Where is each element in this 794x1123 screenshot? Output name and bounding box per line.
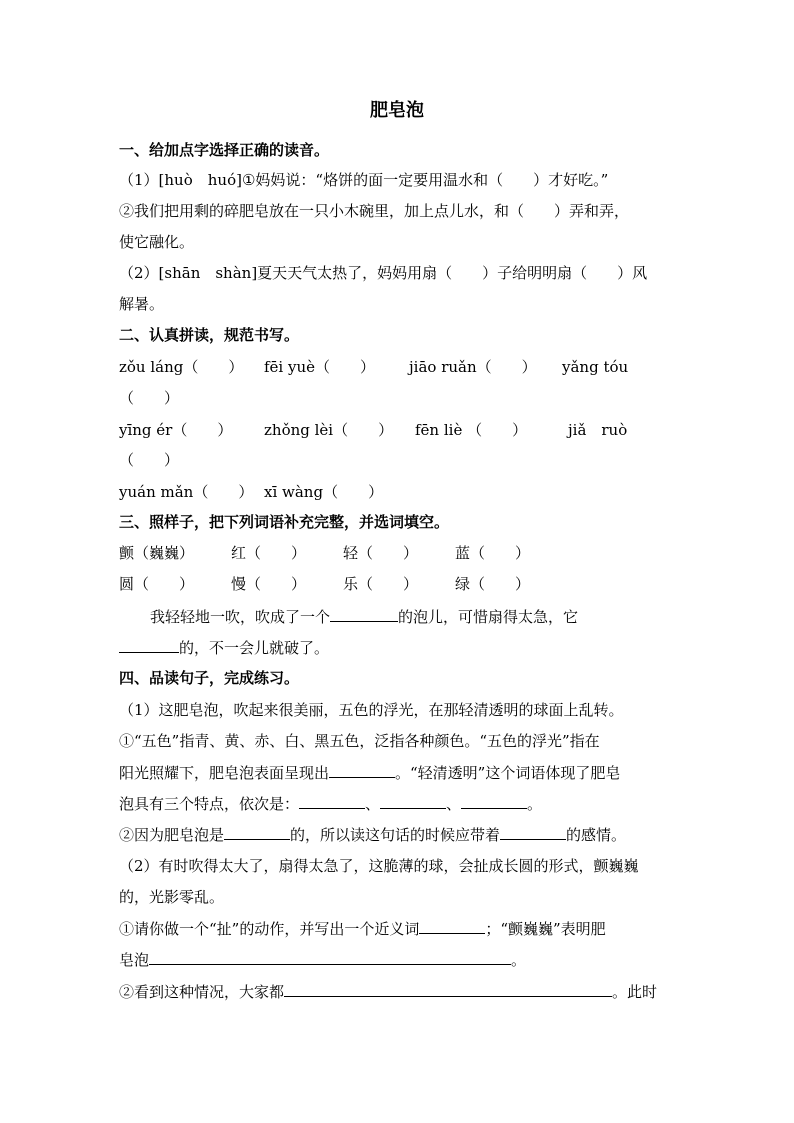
answer-blank[interactable]: [119, 637, 179, 653]
word-item: 颤（巍巍）: [119, 544, 195, 562]
word-item: 乐（ ）: [343, 575, 419, 593]
word-item: 红（ ）: [231, 544, 307, 562]
s4-line-1: （1）这肥皂泡，吹起来很美丽，五色的浮光，在那轻清透明的球面上乱转。: [119, 701, 624, 719]
s4-line-5: ②因为肥皂泡是 的，所以读这句话的时候应带着 的感情。: [119, 826, 627, 844]
s1-line-4: （2）[shān shàn]夏天天气太热了，妈妈用扇（ ）子给明明扇（ ）风: [119, 264, 648, 282]
pinyin-item: jiāo ruǎn（ ）: [409, 358, 537, 376]
s4-line-6: （2）有时吹得太大了，扇得太急了，这脆薄的球，会扯成长圆的形式，颤巍巍: [119, 857, 639, 875]
answer-blank[interactable]: [284, 981, 612, 997]
pinyin-item: fēi yuè（ ）: [264, 358, 376, 376]
pinyin-item: xī wàng（ ）: [264, 483, 384, 501]
s4-line-4: 泡具有三个特点，依次是： 、 、 。: [119, 795, 543, 813]
pinyin-item: yīng ér（ ）: [119, 421, 233, 439]
page-title: 肥皂泡: [370, 100, 424, 121]
word-item: 绿（ ）: [455, 575, 531, 593]
answer-blank[interactable]: [299, 793, 365, 809]
answer-brackets: （ ）: [119, 389, 180, 407]
answer-blank[interactable]: [329, 762, 395, 778]
section-4-heading: 四、品读句子，完成练习。: [119, 669, 300, 687]
answer-blank[interactable]: [149, 949, 511, 965]
word-item: 慢（ ）: [231, 575, 307, 593]
word-item: 蓝（ ）: [455, 544, 531, 562]
answer-brackets: （ ）: [119, 451, 180, 469]
s4-line-10: ②看到这种情况，大家都 。此时: [119, 983, 658, 1001]
s1-line-5: 解暑。: [119, 295, 165, 313]
pinyin-item: jiǎ ruò: [568, 421, 628, 439]
s4-line-7: 的，光影零乱。: [119, 888, 225, 906]
pinyin-item: yuán mǎn（ ）: [119, 483, 254, 501]
s4-line-3: 阳光照耀下，肥皂泡表面呈现出 。“轻清透明”这个词语体现了肥皂: [119, 764, 621, 782]
fill-sentence: 我轻轻地一吹，吹成了一个 的泡儿，可惜扇得太急，它: [150, 608, 579, 626]
answer-blank[interactable]: [419, 918, 485, 934]
word-item: 轻（ ）: [343, 544, 419, 562]
answer-blank[interactable]: [500, 824, 566, 840]
s1-line-2: ②我们把用剩的碎肥皂放在一只小木碗里，加上点儿水，和（ ）弄和弄，: [119, 202, 630, 220]
s1-line-1: （1）[huò huó]①妈妈说：“烙饼的面一定要用温水和（ ）才好吃。”: [119, 171, 609, 189]
pinyin-item: fēn liè （ ）: [415, 421, 528, 439]
answer-blank[interactable]: [380, 793, 446, 809]
section-3-heading: 三、照样子，把下列词语补充完整，并选词填空。: [119, 513, 450, 531]
word-item: 圆（ ）: [119, 575, 195, 593]
s4-line-9: 皂泡 。: [119, 951, 527, 969]
pinyin-item: yǎng tóu: [562, 358, 629, 376]
section-1-heading: 一、给加点字选择正确的读音。: [119, 141, 330, 159]
pinyin-item: zǒu láng（ ）: [119, 358, 244, 376]
answer-blank[interactable]: [461, 793, 527, 809]
answer-blank[interactable]: [330, 606, 398, 622]
s4-line-2: ①“五色”指青、黄、赤、白、黑五色，泛指各种颜色。“五色的浮光”指在: [119, 732, 600, 750]
fill-sentence-cont: 的，不一会儿就破了。: [119, 637, 329, 658]
s1-line-3: 使它融化。: [119, 233, 195, 251]
section-2-heading: 二、认真拼读，规范书写。: [119, 326, 300, 344]
answer-blank[interactable]: [224, 824, 290, 840]
pinyin-item: zhǒng lèi（ ）: [264, 421, 394, 439]
s4-line-8: ①请你做一个“扯”的动作，并写出一个近义词 ；“颤巍巍”表明肥: [119, 920, 606, 938]
